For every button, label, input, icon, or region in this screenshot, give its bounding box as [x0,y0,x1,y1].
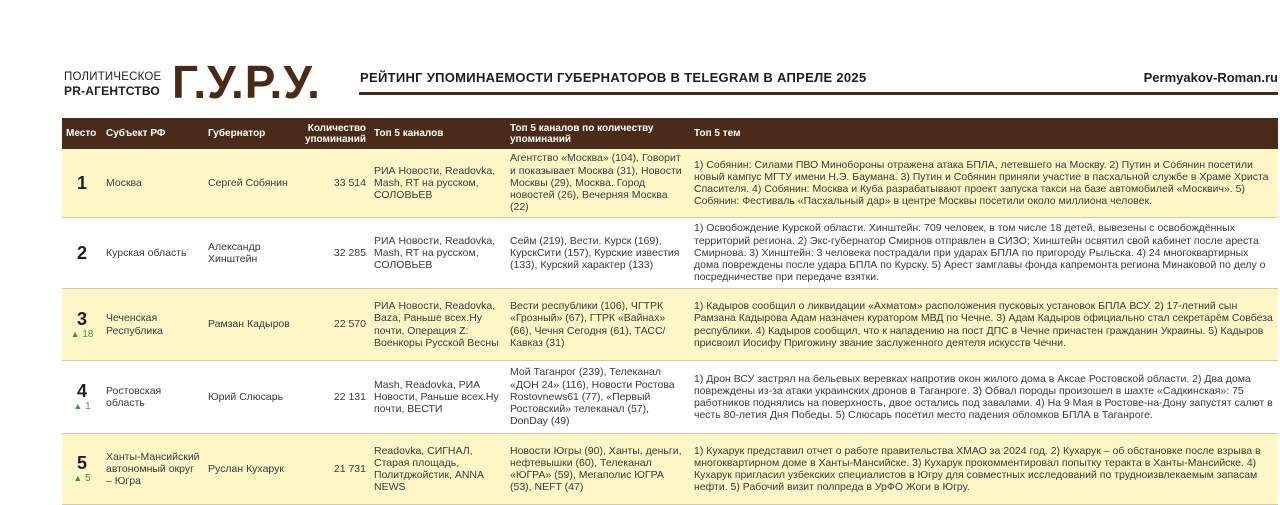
topics-cell: 1) Кухарук представил отчет о работе правительства ХМАО за 2024 год. 2) Кухарук – об обстановке после взрыва в многоквартирном доме в Ханты-Мансийске. 3) Кухарук прокомментировал попытку теракта в Ханты-Мансийске. 4) Кухарук пригласил узбекских специалистов в Югру для совместных исследований по трудноизвлекаемым запасам нефти. 5) Рабочий визит полпреда в УрФО Жоги в Югру. [690,434,1278,505]
rank-change-value: 5 [85,473,91,484]
top-channels-by-count-cell: Сейм (219), Вести. Курск (169), КурскСити (157), Курские известия (133), Курский характер (133) [506,218,690,289]
top-channels-cell: РИА Новости, Readovka, Mash, RT на русском, СОЛОВЬЕВ [370,218,506,289]
count-cell: 22 131 [298,361,370,434]
place-number: 4 [76,381,87,401]
top-channels-by-count-cell: Новости Югры (90), Ханты, деньги, нефтевышки (60), Телеканал «ЮГРА» (59), Мегаполис ЮГРА (53), NEFT (47) [506,434,690,505]
place-number: 3 [76,308,87,329]
triangle-up-icon: ▲ [70,328,80,339]
governor-cell: Рамзан Кадыров [204,289,298,361]
governor-rating-table [62,118,1278,505]
place-cell [62,149,102,218]
col-header-top-topics: Топ 5 тем [690,118,1278,149]
region-cell: Курская область [102,218,204,289]
count-cell: 32 285 [298,218,370,289]
count-cell: 21 731 [298,434,370,505]
governor-cell: Юрий Слюсарь [204,361,298,434]
col-header-top-channels-by-count: Топ 5 каналов по количеству упоминаний [506,118,690,149]
governor-cell: Руслан Кухарук [204,434,298,505]
region-cell: Чеченская Республика [102,289,204,361]
col-header-place: Место [62,118,102,149]
col-header-region: Субъект РФ [102,118,204,149]
topics-cell: 1) Дрон ВСУ застрял на бельевых веревках напротив окон жилого дома в Аксае Ростовской области. 2) Два дома повреждены из-за атаки украинских дронов в Таганроге. 3) Обвал породы произошел в шахте «Садкинская»: 75 работников поднялись на поверхность, двое остались под завалами. 4) На 9 Мая в Ростове-на-Дону запустят салют в честь 80-летия Дня Победы. 5) Слюсарь посетил место падения обломков БПЛА в Таганроге. [690,361,1278,434]
top-channels-by-count-cell: Мой Таганрог (239), Телеканал «ДОН 24» (116), Новости Ростова Rostovnews61 (77), «Первый Ростовский» телеканал (57), DonDay (49) [506,361,690,434]
region-cell: Москва [102,149,204,218]
place-cell [62,361,102,434]
agency-label-line2: PR-АГЕНТСТВО [64,84,160,98]
rank-change [66,473,98,484]
topics-cell: 1) Собянин: Силами ПВО Минобороны отражена атака БПЛА, летевшего на Москву. 2) Путин и Собянин посетили новый кампус МГТУ имени Н.Э. Баумана. 3) Путин и Собянин приняли участие в пасхальной службе в Храме Христа Спасителя. 4) Собянин: Москва и Куба разрабатывают проект запуска такси на базе автомобилей «Москвич». 5) Собянин: Фестиваль «Пасхальный дар» в центре Москвы посетили около миллиона человек. [690,149,1278,218]
topics-cell: 1) Кадыров сообщил о ликвидации «Ахматом» расположения пусковых установок БПЛА ВСУ. 2) 17-летний сын Рамзана Кадырова Адам назначен куратором МВД по Чечне. 3) Адам Кадыров официально стал секретарём Совбеза республики. 4) Кадыров сообщил, что к нападению на пост ДПС в Чечне причастен гражданин Украины. 5) Кадыров присвоил Иосифу Пригожину звание заслуженного деятеля искусств Чечни. [690,289,1278,361]
col-header-top-channels: Топ 5 каналов [370,118,506,149]
page-title: РЕЙТИНГ УПОМИНАЕМОСТИ ГУБЕРНАТОРОВ В TELEGRAM В АПРЕЛЕ 2025 [360,70,867,85]
place-cell [62,434,102,505]
page-header [64,56,1278,108]
title-underline [359,92,1278,95]
top-channels-cell: Readovka, СИГНАЛ, Старая площадь, Политджойстик, ANNA NEWS [370,434,506,505]
agency-label [64,70,161,98]
table-row [62,218,1278,289]
site-link[interactable]: Permyakov-Roman.ru [1143,70,1278,85]
col-header-governor: Губернатор [204,118,298,149]
rank-change [66,329,98,340]
top-channels-by-count-cell: Агентство «Москва» (104), Говорит и показывает Москва (31), Новости Москвы (29), Москва. Город новостей (26), Вечерняя Москва (22) [506,149,690,218]
region-cell: Ростовская область [102,361,204,434]
triangle-up-icon: ▲ [73,473,83,483]
guru-logo: Г.У.Р.У. [172,56,321,108]
top-channels-cell: Mash, Readovka, РИА Новости, Раньше всех.Ну почти, ВЕСТИ [370,361,506,434]
place-cell [62,218,102,289]
rank-change [66,401,98,412]
place-number: 1 [76,172,87,193]
agency-label-line1: ПОЛИТИЧЕСКОЕ [64,71,162,83]
count-cell: 33 514 [298,149,370,218]
table-row [62,289,1278,361]
rank-change-value: 18 [82,328,94,340]
region-cell: Ханты-Мансийский автономный округ – Югра [102,434,204,505]
col-header-count: Количество упоминаний [298,118,370,149]
triangle-up-icon: ▲ [73,401,83,411]
topics-cell: 1) Освобождение Курской области. Хинштейн: 709 человек, в том числе 18 детей, вывезены с освобождённых территорий региона. 2) Экс-губернатор Смирнов отправлен в СИЗО; Хинштейн освятил свой кабинет после ареста Смирнова. 3) Хинштейн: 3 человека пострадали при ударах БПЛА по пригороду Рыльска. 4) 24 многоквартирных дома повреждены после удара БПЛА по Курску. 5) Арест замглавы фонда капремонта региона Минаковой по делу о посредничестве при передаче взятки. [690,218,1278,289]
count-cell: 22 570 [298,289,370,361]
place-number: 2 [76,242,87,263]
governor-cell: Сергей Собянин [204,149,298,218]
rank-change-value: 1 [85,401,91,412]
place-cell [62,289,102,361]
top-channels-cell: РИА Новости, Readovka, Baza, Раньше всех.Ну почти, Операция Z: Военкоры Русской Весны [370,289,506,361]
governor-cell: Александр Хинштейн [204,218,298,289]
table-row [62,149,1278,218]
top-channels-by-count-cell: Вести республики (106), ЧГТРК «Грозный» (67), ГТРК «Вайнах» (66), Чечня Сегодня (61), ТАСС/Кавказ (31) [506,289,690,361]
place-number: 5 [76,453,87,473]
top-channels-cell: РИА Новости, Readovka, Mash, RT на русском, СОЛОВЬЕВ [370,149,506,218]
table-header-row [62,118,1278,149]
table-row [62,434,1278,505]
table-row [62,361,1278,434]
